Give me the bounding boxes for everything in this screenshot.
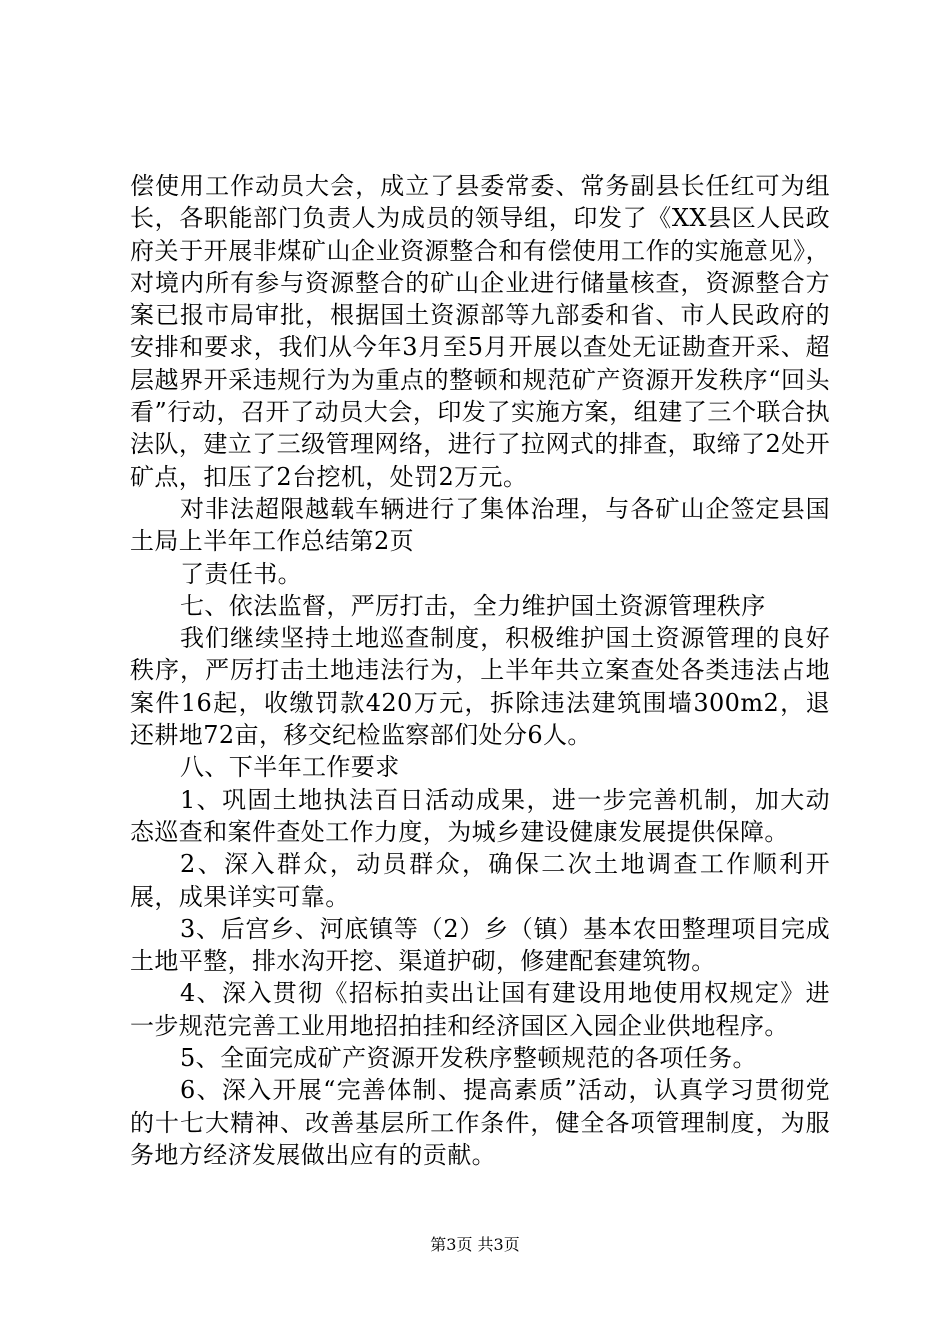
paragraph-continuation: 偿使用工作动员大会，成立了县委常委、常务副县长任红可为组长，各职能部门负责人为成员的领导组，印发了《XX县区人民政府关于开展非煤矿山企业资源整合和有偿使用工作的实施意见》，对境内所有参与资源整合的矿山企业进行储量核查，资源整合方案已报市局审批，根据国土资源部等九部委和省、市人民政府的安排和要求，我们从今年3月至5月开展以查处无证勘查开采、超层越界开采违规行为为重点的整顿和规范矿产资源开发秩序“回头看”行动，召开了动员大会，印发了实施方案，组建了三个联合执法队，建立了三级管理网络，进行了拉网式的排查，取缔了2处开矿点，扣压了2台挖机，处罚2万元。 [130,172,830,491]
page-footer [0,1235,950,1255]
paragraph-land-patrol: 我们继续坚持土地巡查制度，积极维护国土资源管理的良好秩序，严厉打击土地违法行为，上半年共立案查处各类违法占地案件16起，收缴罚款420万元，拆除违法建筑围墙300m2，退还耕地72亩，移交纪检监察部们处分6人。 [130,624,830,750]
document-body [130,170,830,1171]
list-item-6: 6、深入开展“完善体制、提高素质”活动，认真学习贯彻党的十七大精神、改善基层所工作条件，健全各项管理制度，为服务地方经济发展做出应有的贡献。 [130,1076,830,1169]
list-item-1: 1、巩固土地执法百日活动成果，进一步完善机制，加大动态巡查和案件查处工作力度，为城乡建设健康发展提供保障。 [130,785,830,846]
page-number-label: 第3页 共3页 [430,1235,520,1254]
paragraph-responsibility: 了责任书。 [180,559,302,588]
list-item-3: 3、后宫乡、河底镇等（2）乡（镇）基本农田整理项目完成土地平整，排水沟开挖、渠道护砌，修建配套建筑物。 [130,914,830,976]
paragraph-vehicle-governance: 对非法超限越载车辆进行了集体治理，与各矿山企签定县国土局上半年工作总结第2页 [130,494,830,556]
list-item-5: 5、全面完成矿产资源开发秩序整顿规范的各项任务。 [180,1044,757,1073]
list-item-2: 2、深入群众，动员群众，确保二次土地调查工作顺利开展，成果详实可靠。 [130,850,830,911]
section-heading-eight: 八、下半年工作要求 [180,753,400,782]
section-heading-seven: 七、依法监督，严厉打击，全力维护国土资源管理秩序 [180,591,766,620]
list-item-4: 4、深入贯彻《招标拍卖出让国有建设用地使用权规定》进一步规范完善工业用地招拍挂和经济国区入园企业供地程序。 [130,979,830,1040]
